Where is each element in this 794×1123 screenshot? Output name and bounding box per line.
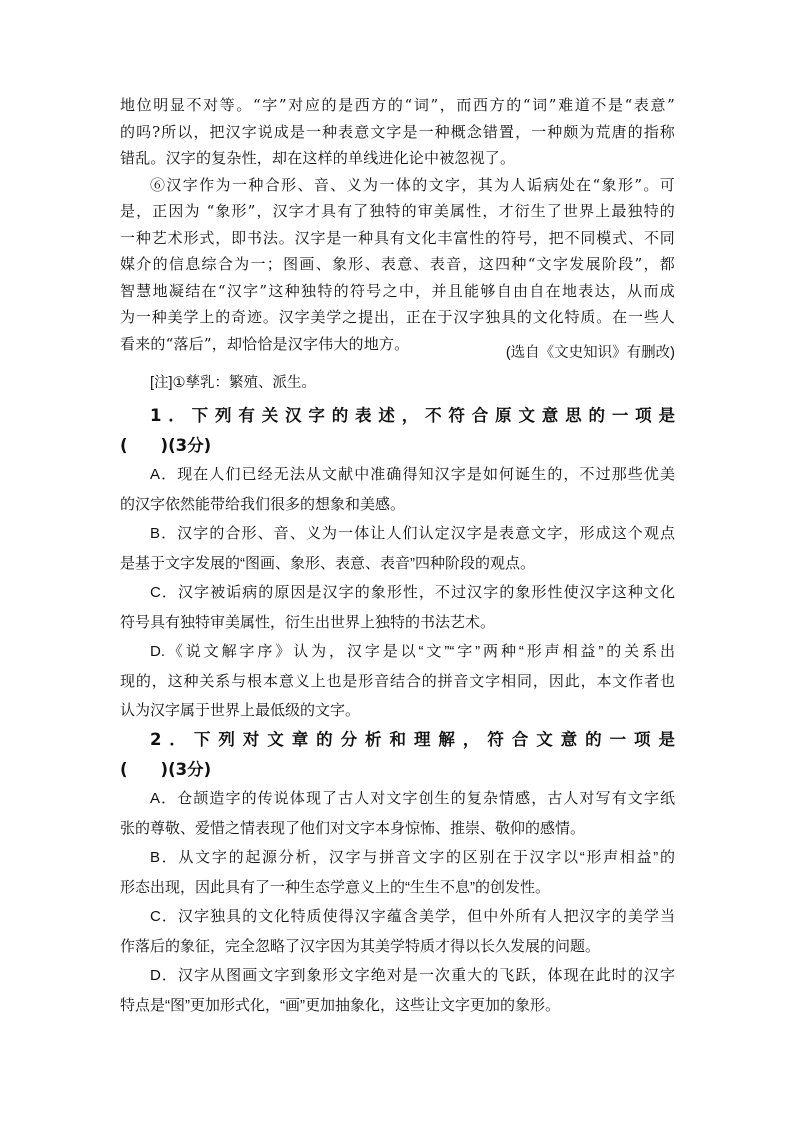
passage-line: 为一种美学上的奇迹。汉字美学之提出，正在于汉字独具的文化特质。在一些人 [120, 308, 675, 326]
option-c-line: 作落后的象征，完全忽略了汉字因为其美学特质才得以长久发展的问题。 [120, 937, 601, 955]
option-b-line: 是基于文字发展的“图画、象形、表意、表音”四种阶段的观点。 [120, 554, 535, 572]
passage-line: ⑥汉字作为一种合形、音、义为一体的文字，其为人诟病处在“象形”。可 [150, 175, 675, 194]
passage-line: 地位明显不对等。“字”对应的是西方的“词”，而西方的“词”难道不是“表意” [120, 96, 675, 114]
option-c-line: C．汉字被诟病的原因是汉字的象形性，不过汉字的象形性使汉字这种文化 [150, 584, 675, 601]
option-b-line: B．从文字的起源分析，汉字与拼音文字的区别在于汉字以“形声相益”的 [150, 849, 675, 866]
option-a-line: 的汉字依然能带给我们很多的想象和美感。 [120, 495, 406, 513]
question-title: 1．下列有关汉字的表述，不符合原文意思的一项是 [150, 406, 675, 425]
footnote: [注]①孳乳：繁殖、派生。 [150, 375, 317, 391]
question-title: 2．下列对文章的分析和理解，符合文意的一项是 [150, 730, 675, 749]
passage-line: 是，正因为 “象形”，汉字才具有了独特的审美属性，才衍生了世界上最独特的 [120, 202, 675, 220]
option-d-line: 现的，这种关系与根本意义上也是形音结合的拼音文字相同，因此，本文作者也 [120, 672, 675, 690]
option-a-line: A．仓颉造字的传说体现了古人对文字创生的复杂情感，古人对写有文字纸 [150, 790, 675, 807]
question-1 [120, 401, 675, 726]
passage-line: 媒介的信息综合为一；图画、象形、表意、表音，这四种“文字发展阶段”，都 [120, 255, 675, 273]
option-a-line: A．现在人们已经无法从文献中准确得知汉字是如何诞生的，不过那些优美 [150, 466, 675, 483]
option-d-line: D.《说文解字序》认为，汉字是以“文”“字”两种“形声相益”的关系出 [150, 643, 675, 660]
option-b-line: 形态出现，因此具有了一种生态学意义上的“生生不息”的创发性。 [120, 878, 550, 896]
passage-line: 错乱。汉字的复杂性，却在这样的单线进化论中被忽视了。 [120, 149, 516, 167]
passage-line: 看来的“落后”，却恰恰是汉字伟大的地方。 [120, 334, 410, 353]
option-c-line: 符号具有独特审美属性，衍生出世界上独特的书法艺术。 [120, 613, 496, 631]
option-d-line: 认为汉字属于世界上最低级的文字。 [120, 702, 361, 719]
option-c-line: C．汉字独具的文化特质使得汉字蕴含美学，但中外所有人把汉字的美学当 [150, 908, 675, 925]
option-b-line: B．汉字的合形、音、义为一体让人们认定汉字是表意文字，形成这个观点 [150, 525, 675, 542]
passage-line: 一种艺术形式，即书法。汉字是一种具有文化丰富性的符号，把不同模式、不同 [120, 228, 675, 247]
option-d-line: D．汉字从图画文字到象形文字绝对是一次重大的飞跃，体现在此时的汉字 [150, 967, 675, 984]
passage-line: 智慧地凝结在“汉字”这种独特的符号之中，并且能够自由自在地表达，从而成 [120, 281, 675, 300]
option-a-line: 张的尊敬、爱惜之情表现了他们对文字本身惊怖、推崇、敬仰的感情。 [120, 819, 586, 837]
option-d-line: 特点是“图”更加形式化，“画”更加抽象化，这些让文字更加的象形。 [120, 996, 560, 1014]
question-title-score: ( )(3分) [120, 435, 212, 455]
question-title-score: ( )(3分) [120, 759, 212, 779]
passage-line: 的吗?所以，把汉字说成是一种表意文字是一种概念错置，一种颇为荒唐的指称 [120, 122, 675, 141]
passage [120, 92, 675, 357]
question-2 [120, 725, 675, 1020]
source-attribution: (选自《文史知识》有删改) [505, 345, 675, 361]
